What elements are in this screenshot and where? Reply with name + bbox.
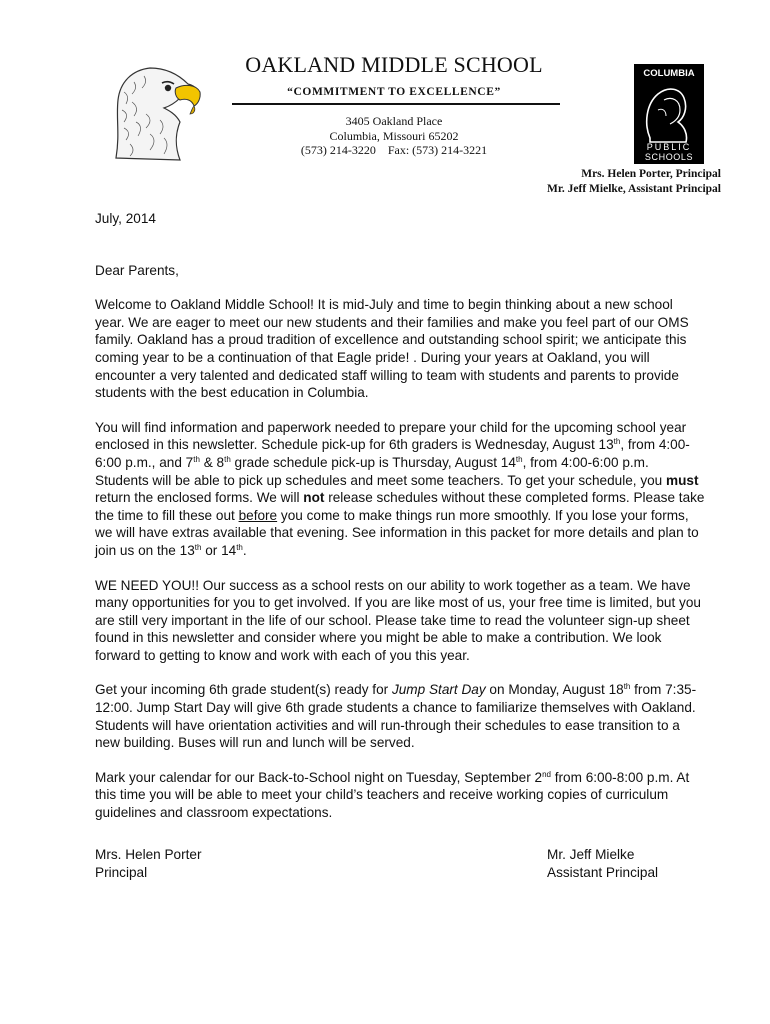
letter-date: July, 2014 <box>95 211 156 226</box>
logo-line2: SCHOOLS <box>644 152 694 162</box>
signature-title: Assistant Principal <box>547 865 659 880</box>
signature-assistant-principal <box>547 846 658 882</box>
letter-greeting: Dear Parents, <box>95 262 179 278</box>
school-address <box>232 114 556 158</box>
header-divider <box>232 103 560 105</box>
paragraph-welcome: Welcome to Oakland Middle School! It is mid-July and time to begin thinking about a new school year. We are eager to meet our new students and their families and make you feel part of our OMS family. Oakland has a proud tradition of excellence and outstanding school spirit; we anticipate this coming year to be a continuation of that Eagle pride! . During your years at Oakland, you will encounter a very talented and dedicated staff willing to team with students and parents to provide students with the best education in Columbia. <box>95 297 689 401</box>
address-city: Columbia, Missouri 65202 <box>329 128 459 143</box>
school-motto: “COMMITMENT TO EXCELLENCE” <box>287 86 501 98</box>
signature-name: Mrs. Helen Porter <box>95 847 202 862</box>
paragraph-back-to-school: Mark your calendar for our Back-to-School night on Tuesday, September 2nd from 6:00-8:00 p.m. At this time you will be able to meet your child’s teachers and receive working copies of curriculum guidelines and classroom expectations. <box>95 769 690 821</box>
logo-top-text: COLUMBIA <box>643 68 695 79</box>
logo-line1: PUBLIC <box>646 142 692 152</box>
columbia-public-schools-logo <box>634 64 704 164</box>
address-street: 3405 Oakland Place <box>345 114 443 128</box>
principal-line: Mrs. Helen Porter, Principal <box>581 168 721 180</box>
letter-body <box>95 210 705 839</box>
fax-number: Fax: (573) 214-3221 <box>387 143 488 157</box>
assistant-principal-line: Mr. Jeff Mielke, Assistant Principal <box>547 183 721 195</box>
signature-name: Mr. Jeff Mielke <box>547 847 635 862</box>
signature-principal <box>95 846 202 882</box>
paragraph-schedule-pickup: You will find information and paperwork needed to prepare your child for the upcoming school year enclosed in this newsletter. Schedule pick-up for 6th graders is Wednesday, August 13th, from 4:00-6:00 p.m., and 7th & 8th grade schedule pick-up is Thursday, August 14th, from 4:00-6:00 p.m. Students will be able to pick up schedules and meet some teachers. To get your schedule, you must return the enclosed forms. We will not release schedules without these completed forms. Please take the time to fill these out before you come to make things run more smoothly. If you lose your forms, we will have extras available that evening. See information in this packet for more details and plan to join us on the 13th or 14th. <box>95 419 705 558</box>
signature-title: Principal <box>95 865 148 880</box>
contact-numbers <box>232 143 556 158</box>
eagle-mascot-image <box>110 62 202 162</box>
paragraph-jump-start-day: Get your incoming 6th grade student(s) ready for Jump Start Day on Monday, August 18th from 7:35-12:00. Jump Start Day will give 6th grade students a chance to familiarize themselves with Oakland. Students will have orientation activities and will run-through their schedules to ease transition to a new building. Buses will run and lunch will be served. <box>95 682 697 751</box>
phone-number: (573) 214-3220 <box>300 143 376 157</box>
staff-list <box>547 167 721 197</box>
paragraph-volunteers: WE NEED YOU!! Our success as a school rests on our ability to work together as a team. We have many opportunities for you to get involved. If you are like most of us, your free time is limited, but you are still very important in the life of our school. Please take time to read the volunteer sign-up sheet found in this newsletter and consider where you might be able to make a contribution. We look forward to getting to know and work with each of you this year. <box>95 577 701 663</box>
school-name: OAKLAND MIDDLE SCHOOL <box>245 52 543 77</box>
